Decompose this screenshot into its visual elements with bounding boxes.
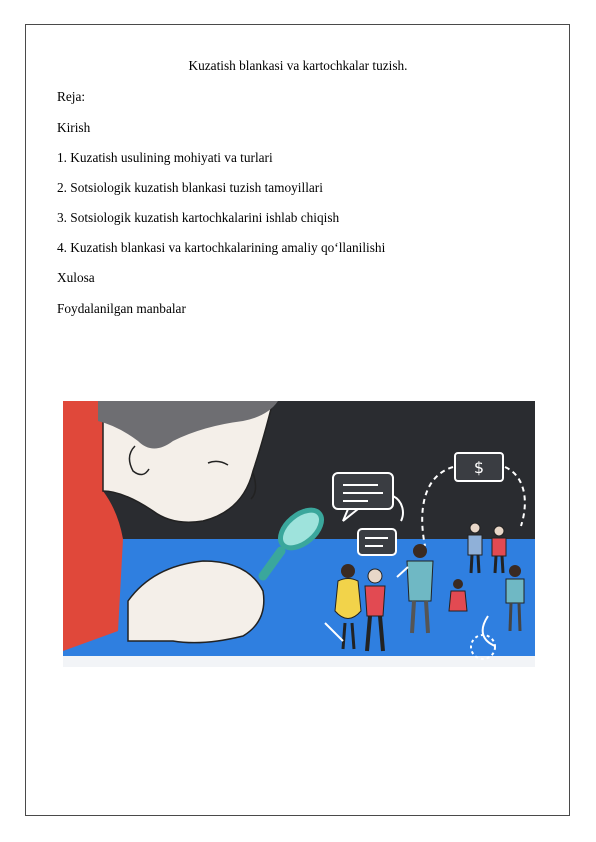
toc-references: Foydalanilgan manbalar — [57, 301, 186, 316]
research-illustration — [63, 401, 535, 667]
money-bill-icon — [455, 453, 503, 481]
plan-heading: Reja: — [57, 89, 86, 104]
svg-text:$: $ — [473, 458, 485, 477]
document-title: Kuzatish blankasi va kartochkalar tuzish. — [188, 58, 408, 73]
toc-intro: Kirish — [57, 120, 91, 135]
toc-conclusion: Xulosa — [57, 270, 95, 285]
chat-bubble-icon — [358, 529, 396, 555]
toc-item-3: 3. Sotsiologik kuzatish kartochkalarini ishlab chiqish — [57, 210, 340, 225]
toc-item-1: 1. Kuzatish usulining mohiyati va turlari — [57, 150, 273, 165]
toc-item-4: 4. Kuzatish blankasi va kartochkalarining amaliy qo‘llanilishi — [57, 240, 386, 255]
toc-item-2: 2. Sotsiologik kuzatish blankasi tuzish tamoyillari — [57, 180, 323, 195]
